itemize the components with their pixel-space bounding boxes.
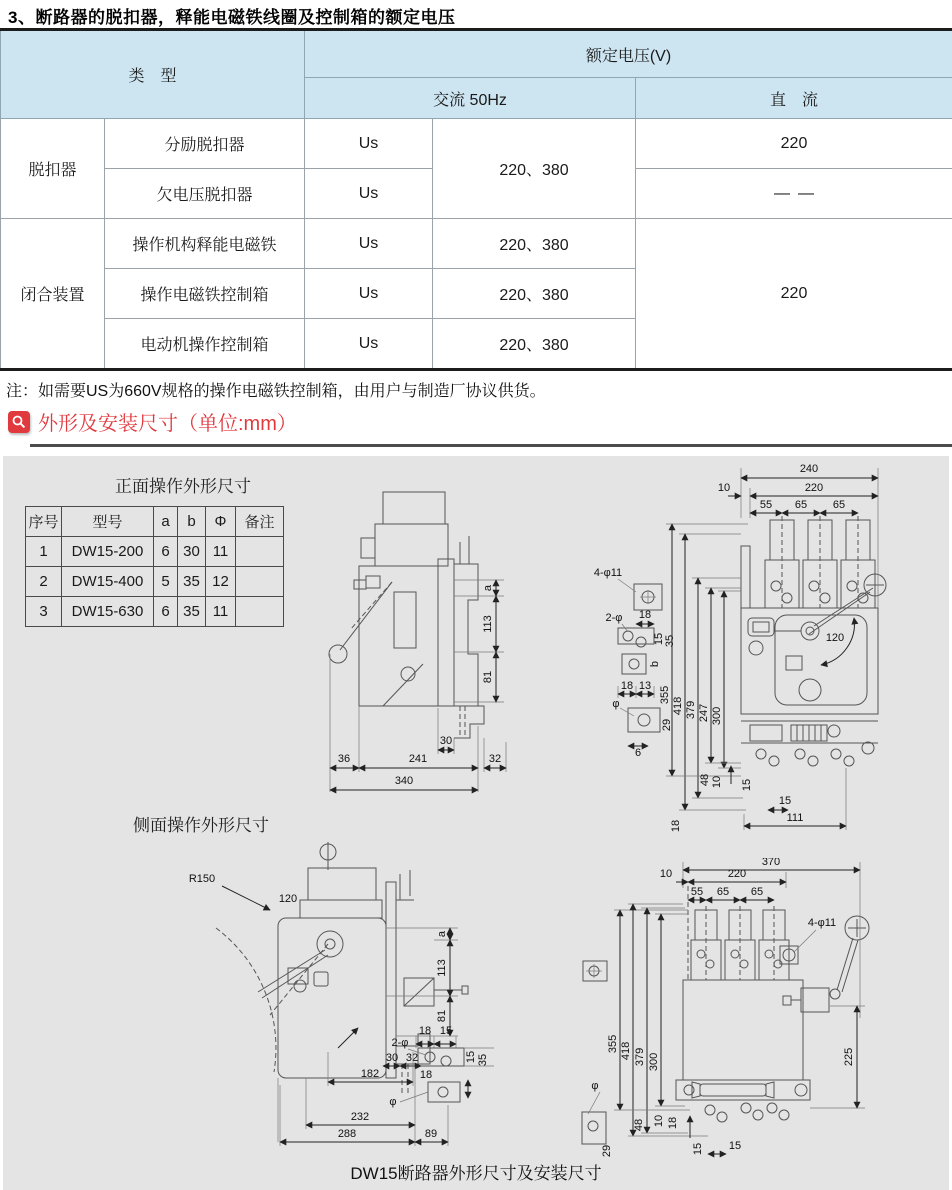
svg-text:113: 113	[436, 959, 448, 977]
svg-text:φ: φ	[612, 698, 620, 710]
cell-us: Us	[305, 119, 433, 169]
dimension-table	[25, 506, 284, 627]
col-header-dc: 直 流	[636, 78, 952, 119]
section-heading-text: 外形及安装尺寸（单位:mm）	[38, 413, 297, 435]
svg-text:18: 18	[667, 1116, 679, 1130]
svg-text:240: 240	[799, 463, 819, 475]
svg-text:29: 29	[601, 1144, 613, 1158]
svg-text:232: 232	[350, 1111, 370, 1123]
dimensions	[189, 873, 494, 1146]
svg-text:379: 379	[634, 1047, 646, 1067]
svg-text:18: 18	[620, 680, 634, 692]
svg-text:φ: φ	[591, 1080, 599, 1092]
svg-text:15: 15	[778, 795, 792, 807]
dimensions	[588, 858, 865, 1157]
svg-text:a: a	[436, 930, 448, 938]
section-heading	[8, 407, 297, 436]
cell-ac-value: 220、380	[433, 119, 636, 219]
svg-text:18: 18	[419, 1069, 433, 1081]
svg-text:15: 15	[653, 632, 665, 646]
cell: 6	[154, 537, 178, 567]
cell-dc-value: 220	[636, 119, 952, 169]
cell-ac-value: 220、380	[433, 219, 636, 269]
drawings-panel	[3, 456, 949, 1190]
col-header-ac: 交流 50Hz	[305, 78, 636, 119]
dtab-col-a: a	[154, 507, 178, 537]
cell: 12	[206, 567, 236, 597]
table-row	[26, 597, 284, 627]
svg-text:379: 379	[685, 700, 697, 720]
svg-text:32: 32	[405, 1052, 419, 1064]
cell-us: Us	[305, 219, 433, 269]
cell-name: 操作电磁铁控制箱	[105, 269, 305, 319]
svg-text:13: 13	[638, 680, 652, 692]
svg-text:55: 55	[690, 886, 704, 898]
side-operation-label: 侧面操作外形尺寸	[133, 816, 269, 835]
svg-text:30: 30	[439, 735, 453, 747]
svg-text:6: 6	[634, 747, 642, 759]
svg-text:15: 15	[439, 1025, 453, 1037]
drawings-caption: DW15断路器外形尺寸及安装尺寸	[350, 1164, 602, 1183]
svg-text:340: 340	[394, 775, 414, 787]
svg-text:15: 15	[465, 1050, 477, 1064]
svg-text:89: 89	[424, 1128, 438, 1140]
drawing-front-view-side-handle	[558, 858, 950, 1170]
cell: DW15-200	[62, 537, 154, 567]
cell: 6	[154, 597, 178, 627]
svg-text:30: 30	[385, 1052, 399, 1064]
dtab-col-index: 序号	[26, 507, 62, 537]
drawing-front-operation-profile	[288, 484, 580, 819]
svg-text:65: 65	[794, 499, 808, 511]
svg-text:288: 288	[337, 1128, 357, 1140]
footnote: 注：如需要US为660V规格的操作电磁铁控制箱，由用户与制造厂协议供货。	[6, 383, 546, 400]
svg-text:18: 18	[670, 819, 682, 833]
dtab-col-b: b	[178, 507, 206, 537]
svg-text:29: 29	[661, 718, 673, 732]
svg-text:φ: φ	[389, 1096, 397, 1108]
svg-text:81: 81	[436, 1009, 448, 1023]
magnifier-icon	[8, 411, 30, 433]
svg-text:15: 15	[692, 1142, 704, 1156]
cell	[236, 537, 284, 567]
svg-text:418: 418	[672, 696, 684, 716]
cell: 11	[206, 537, 236, 567]
svg-text:15: 15	[741, 778, 753, 792]
svg-text:2-φ: 2-φ	[391, 1037, 409, 1049]
dtab-col-remark: 备注	[236, 507, 284, 537]
cell	[236, 567, 284, 597]
svg-text:a: a	[482, 584, 494, 592]
cell: DW15-630	[62, 597, 154, 627]
svg-text:355: 355	[607, 1034, 619, 1054]
svg-text:b: b	[649, 660, 661, 668]
svg-text:4-φ11: 4-φ11	[593, 567, 623, 579]
dtab-col-phi: Φ	[206, 507, 236, 537]
svg-text:241: 241	[408, 753, 428, 765]
page-title: 3、断路器的脱扣器，释能电磁铁线圈及控制箱的额定电压	[8, 8, 456, 27]
svg-text:35: 35	[477, 1053, 489, 1067]
svg-text:36: 36	[337, 753, 351, 765]
svg-text:220: 220	[727, 868, 747, 880]
drawing-front-view	[578, 458, 952, 850]
table-row	[1, 119, 952, 169]
svg-text:225: 225	[843, 1047, 855, 1067]
dimensions	[330, 580, 506, 792]
cell-name: 欠电压脱扣器	[105, 169, 305, 219]
cell-ac-value: 220、380	[433, 319, 636, 370]
cell: 11	[206, 597, 236, 627]
cell-us: Us	[305, 169, 433, 219]
cell	[236, 597, 284, 627]
dimension-table-header	[26, 507, 284, 537]
section-rule	[30, 444, 952, 447]
cell-name: 电动机操作控制箱	[105, 319, 305, 370]
cell-group-closing: 闭合装置	[1, 219, 105, 370]
breaker-side-outline	[329, 492, 484, 792]
svg-text:300: 300	[648, 1052, 660, 1072]
svg-text:R150: R150	[188, 873, 216, 885]
table-row	[1, 219, 952, 269]
svg-text:48: 48	[633, 1118, 645, 1132]
cell-dc-value: — —	[636, 169, 952, 219]
svg-text:65: 65	[716, 886, 730, 898]
breaker-side-outline	[216, 842, 468, 1142]
cell-us: Us	[305, 269, 433, 319]
svg-text:4-φ11: 4-φ11	[807, 917, 837, 929]
table-row	[26, 537, 284, 567]
dtab-col-model: 型号	[62, 507, 154, 537]
front-operation-label: 正面操作外形尺寸	[115, 477, 251, 496]
svg-text:113: 113	[482, 615, 494, 633]
svg-text:247: 247	[698, 703, 710, 723]
cell-us: Us	[305, 319, 433, 370]
svg-text:81: 81	[482, 670, 494, 684]
cell-name: 分励脱扣器	[105, 119, 305, 169]
svg-text:65: 65	[750, 886, 764, 898]
svg-text:120: 120	[278, 893, 298, 905]
cell: 30	[178, 537, 206, 567]
cell: 5	[154, 567, 178, 597]
cell: 1	[26, 537, 62, 567]
cell-ac-value: 220、380	[433, 269, 636, 319]
svg-text:370: 370	[761, 858, 781, 868]
svg-text:418: 418	[620, 1041, 632, 1061]
dimensions	[594, 463, 878, 832]
svg-text:10: 10	[659, 868, 673, 880]
svg-text:355: 355	[659, 685, 671, 705]
cell: 35	[178, 597, 206, 627]
svg-text:120: 120	[825, 632, 845, 644]
svg-text:65: 65	[832, 499, 846, 511]
cell-dc-value: 220	[636, 219, 952, 370]
svg-text:15: 15	[728, 1140, 742, 1152]
svg-text:35: 35	[664, 634, 676, 648]
svg-text:2-φ: 2-φ	[605, 612, 623, 624]
cell: 3	[26, 597, 62, 627]
cell: 35	[178, 567, 206, 597]
cell: 2	[26, 567, 62, 597]
svg-text:10: 10	[653, 1114, 665, 1128]
svg-text:300: 300	[711, 706, 723, 726]
svg-text:48: 48	[699, 773, 711, 787]
svg-text:111: 111	[786, 812, 804, 824]
voltage-table-header-row-1	[1, 30, 952, 78]
svg-text:18: 18	[638, 609, 652, 621]
svg-text:32: 32	[488, 753, 502, 765]
svg-text:10: 10	[711, 775, 723, 789]
cell: DW15-400	[62, 567, 154, 597]
voltage-table	[0, 28, 952, 371]
svg-text:18: 18	[418, 1025, 432, 1037]
svg-text:220: 220	[804, 482, 824, 494]
svg-text:55: 55	[759, 499, 773, 511]
svg-text:10: 10	[717, 482, 731, 494]
cell-group-release: 脱扣器	[1, 119, 105, 219]
drawing-side-operation-profile	[178, 840, 520, 1172]
svg-text:182: 182	[360, 1068, 380, 1080]
cell-name: 操作机构释能电磁铁	[105, 219, 305, 269]
table-row	[26, 567, 284, 597]
col-header-type: 类 型	[1, 30, 305, 119]
col-header-rated-voltage: 额定电压(V)	[305, 30, 952, 78]
